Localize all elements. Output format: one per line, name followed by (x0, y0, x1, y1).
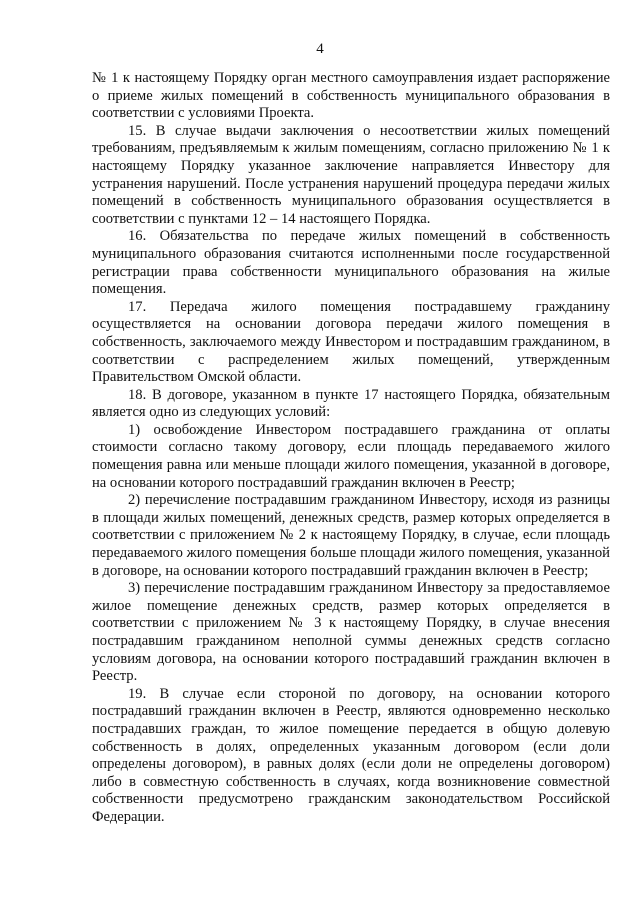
condition-2: 2) перечисление пострадавшим гражданином Инвестору, исходя из разницы в площади жилых помещений, денежных средств, размер которых определяется в соответствии с приложением № 2 к настоящему Порядку, в случае, если площадь передаваемого жилого помещения больше площади жилого помещения, указанной в договоре, на основании которого пострадавший гражданин включен в Реестр; (92, 492, 610, 579)
paragraph-17: 17. Передача жилого помещения пострадавшему гражданину осуществляется на основании договора передачи жилого помещения в собственность, заключаемого между Инвестором и пострадавшим гражданином, в соответствии с распределением жилых помещений, утвержденным Правительством Омской области. (92, 298, 610, 386)
paragraph-19: 19. В случае если стороной по договору, на основании которого пострадавший гражданин включен в Реестр, являются одновременно несколько пострадавших граждан, то жилое помещение передается в общую долевую собственность в долях, определенных указанным договором (если доли определены договором), в равных долях (если доли не определены договором) либо в совместную собственность в случаях, когда возникновение совместной собственности предусмотрено гражданским законодательством Российской Федерации. (92, 685, 610, 825)
condition-1: 1) освобождение Инвестором пострадавшего гражданина от оплаты стоимости согласно такому договору, если площадь передаваемого жилого помещения равна или меньше площади жилого помещения, указанной в договоре, на основании которого пострадавший гражданин включен в Реестр; (92, 421, 610, 491)
paragraph-16: 16. Обязательства по передаче жилых помещений в собственность муниципального образования считаются исполненными после государственной регистрации права собственности муниципального образования на жилые помещения. (92, 228, 610, 298)
paragraph-continuation: № 1 к настоящему Порядку орган местного самоуправления издает распоряжение о приеме жилых помещений в собственность муниципального образования в соответствии с условиями Проекта. (92, 70, 610, 122)
document-body (92, 70, 610, 827)
page-number: 4 (316, 41, 324, 57)
condition-3: 3) перечисление пострадавшим гражданином Инвестору за предоставляемое жилое помещение денежных средств, размер которых определяется в соответствии с приложением № 3 к настоящему Порядку, в случае внесения пострадавшим гражданином неполной суммы денежных средств согласно условиям договора, на основании которого пострадавший гражданин включен в Реестр. (92, 580, 610, 685)
paragraph-15: 15. В случае выдачи заключения о несоответствии жилых помещений требованиям, предъявляемым к жилым помещениям, согласно приложению № 1 к настоящему Порядку указанное заключение направляется Инвестору для устранения нарушений. После устранения нарушений процедура передачи жилых помещений в собственность муниципального образования осуществляется в соответствии с пунктами 12 – 14 настоящего Порядка. (92, 122, 610, 227)
paragraph-18: 18. В договоре, указанном в пункте 17 настоящего Порядка, обязательным является одно из следующих условий: (92, 386, 610, 421)
